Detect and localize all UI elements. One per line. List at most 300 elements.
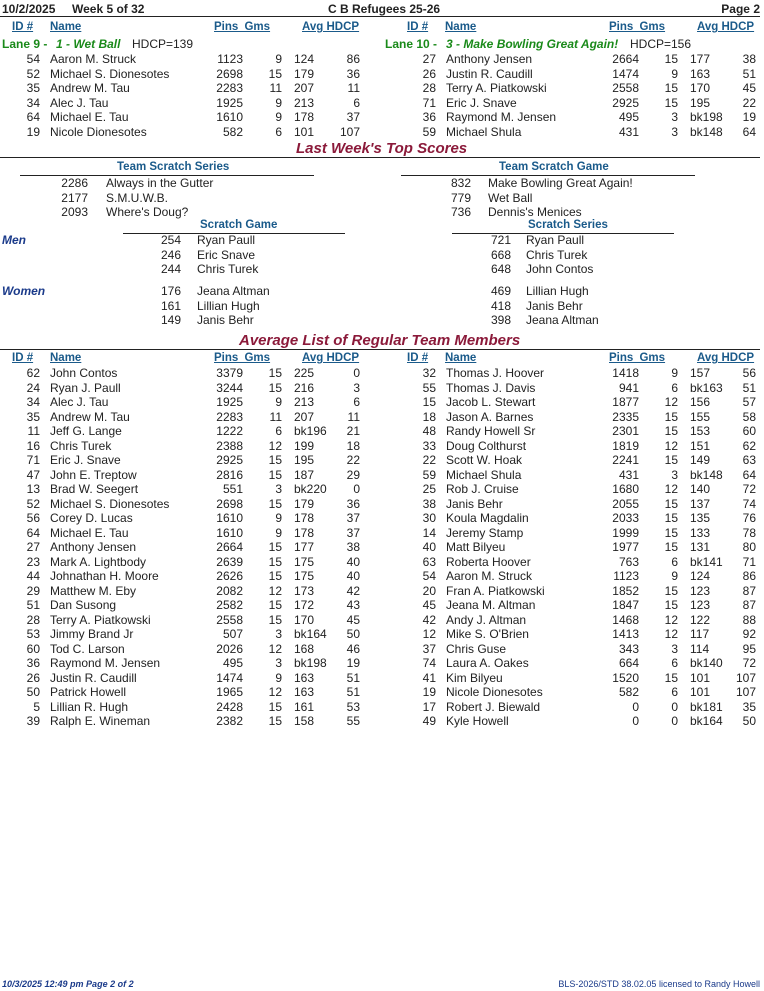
scratch-series-title: Scratch Series <box>528 219 608 231</box>
women-game-score: 149 <box>160 313 181 327</box>
lane9-row <box>0 110 380 125</box>
bowler-id: 32 <box>422 366 436 380</box>
bowler-pins: 2283 <box>216 81 243 95</box>
bowler-avg: 149 <box>690 453 711 467</box>
bowler-games: 15 <box>268 554 282 569</box>
bowler-pins: 2388 <box>216 438 243 453</box>
header-id-right: ID # <box>407 21 429 33</box>
bowler-name: Koula Magdalin <box>446 511 529 525</box>
women-game-name: Jeana Altman <box>197 284 270 298</box>
bowler-avg: 156 <box>690 395 711 409</box>
lane9-team: 1 - Wet Ball <box>56 37 121 51</box>
bowler-games: 15 <box>664 583 678 598</box>
bowler-avg: bk164 <box>294 627 327 641</box>
bowler-id: 62 <box>26 366 40 380</box>
bowler-pins: 2664 <box>216 540 243 554</box>
bowler-id: 41 <box>422 670 436 685</box>
bowler-pins: 1999 <box>612 525 639 540</box>
bowler-name: Kyle Howell <box>446 714 509 728</box>
avg-right-row <box>396 381 764 396</box>
avg-right-row <box>396 526 764 541</box>
bowler-hdcp: 107 <box>339 124 360 139</box>
bowler-hdcp: 64 <box>742 467 756 482</box>
bowler-name: Alec J. Tau <box>50 395 109 409</box>
lane10-row <box>396 81 764 96</box>
avg-left-row <box>0 424 380 439</box>
bowler-hdcp: 51 <box>742 380 756 395</box>
bowler-games: 9 <box>275 95 282 110</box>
bowler-games: 15 <box>268 569 282 583</box>
lane10-row <box>396 52 764 67</box>
bowler-id: 24 <box>26 380 40 395</box>
bowler-id: 60 <box>26 641 40 656</box>
bowler-avg: 178 <box>294 511 315 525</box>
avg-right-row <box>396 395 764 410</box>
bowler-id: 39 <box>26 714 40 728</box>
bowler-id: 20 <box>422 583 436 598</box>
bowler-pins: 1852 <box>612 583 639 598</box>
header-name-left: Name <box>50 352 82 364</box>
avg-right-row <box>396 511 764 526</box>
bowler-avg: bk198 <box>294 656 327 670</box>
bowler-id: 59 <box>422 467 436 482</box>
bowler-avg: 122 <box>690 612 711 627</box>
men-game-score: 244 <box>160 262 181 276</box>
bowler-avg: 101 <box>690 670 711 685</box>
bowler-avg: 199 <box>294 438 315 453</box>
bowler-name: Andrew M. Tau <box>50 81 130 95</box>
bowler-pins: 2055 <box>612 496 639 511</box>
men-label: Men <box>2 233 26 247</box>
lane10-label: Lane 10 - <box>385 37 438 51</box>
women-label: Women <box>2 284 46 298</box>
bowler-id: 38 <box>422 496 436 511</box>
top-rule <box>0 16 760 17</box>
bowler-avg: 161 <box>294 699 315 714</box>
bowler-games: 15 <box>664 670 678 685</box>
bowler-hdcp: 86 <box>346 52 360 66</box>
avg-left-row <box>0 366 380 381</box>
avg-left-row <box>0 453 380 468</box>
team-game-name: Dennis's Menices <box>488 205 582 219</box>
avg-left-row <box>0 555 380 570</box>
bowler-games: 15 <box>268 453 282 467</box>
bowler-pins: 2925 <box>612 95 639 110</box>
bowler-name: Michael Shula <box>446 467 522 482</box>
bowler-pins: 1413 <box>612 627 639 641</box>
bowler-pins: 1977 <box>612 540 639 554</box>
lane9-row <box>0 81 380 96</box>
bowler-pins: 2033 <box>612 511 639 525</box>
header-id-left: ID # <box>12 352 34 364</box>
bowler-games: 15 <box>268 66 282 81</box>
avg-right-row <box>396 366 764 381</box>
bowler-hdcp: 21 <box>346 424 360 438</box>
bowler-id: 54 <box>422 569 436 583</box>
bowler-name: Lillian R. Hugh <box>50 699 129 714</box>
bowler-hdcp: 63 <box>742 453 756 467</box>
bowler-name: John Contos <box>50 366 118 380</box>
bowler-pins: 551 <box>222 482 243 496</box>
bowler-id: 14 <box>422 525 436 540</box>
bowler-games: 12 <box>268 685 282 699</box>
bowler-avg: 213 <box>294 95 315 110</box>
bowler-games: 6 <box>671 685 678 699</box>
bowler-avg: 114 <box>690 641 710 656</box>
bowler-name: Corey D. Lucas <box>50 511 133 525</box>
bowler-name: Chris Turek <box>50 438 112 453</box>
bowler-id: 28 <box>26 612 40 627</box>
bowler-pins: 1680 <box>612 482 639 496</box>
women-game-score: 176 <box>160 284 181 298</box>
bowler-games: 15 <box>664 525 678 540</box>
section-rule <box>0 157 760 158</box>
bowler-name: Michael S. Dionesotes <box>50 66 170 81</box>
bowler-id: 63 <box>422 554 436 569</box>
bowler-avg: 179 <box>294 496 315 511</box>
bowler-hdcp: 38 <box>346 540 360 554</box>
avg-left-row <box>0 642 380 657</box>
bowler-avg: bk198 <box>690 110 723 124</box>
men-game-name: Ryan Paull <box>197 233 256 247</box>
bowler-games: 15 <box>664 81 678 95</box>
bowler-pins: 2698 <box>216 496 243 511</box>
bowler-pins: 2558 <box>216 612 243 627</box>
bowler-id: 17 <box>422 699 436 714</box>
avg-left-row <box>0 598 380 613</box>
bowler-pins: 2301 <box>612 424 639 438</box>
bowler-hdcp: 51 <box>742 66 756 81</box>
bowler-hdcp: 37 <box>346 511 360 525</box>
header-id-right: ID # <box>407 352 429 364</box>
lane10-team: 3 - Make Bowling Great Again! <box>446 37 619 51</box>
bowler-name: Aaron M. Struck <box>446 569 533 583</box>
bowler-avg: 177 <box>294 540 315 554</box>
bowler-avg: 153 <box>690 424 711 438</box>
bowler-id: 40 <box>422 540 436 554</box>
bowler-avg: 213 <box>294 395 315 409</box>
bowler-avg: 124 <box>294 52 315 66</box>
men-series-name: Ryan Paull <box>526 233 585 247</box>
bowler-name: Anthony Jensen <box>50 540 137 554</box>
bowler-name: Brad W. Seegert <box>50 482 139 496</box>
lane10-row <box>396 96 764 111</box>
bowler-avg: 170 <box>690 81 711 95</box>
avg-left-row <box>0 381 380 396</box>
avg-right-row <box>396 613 764 628</box>
women-series-name: Lillian Hugh <box>526 284 589 298</box>
bowler-id: 55 <box>422 380 436 395</box>
bowler-id: 26 <box>26 670 40 685</box>
bowler-avg: 151 <box>690 438 711 453</box>
bowler-hdcp: 11 <box>347 81 360 95</box>
bowler-pins: 582 <box>618 685 639 699</box>
bowler-avg: bk163 <box>690 380 723 395</box>
bowler-hdcp: 64 <box>742 124 756 139</box>
bowler-id: 48 <box>422 424 436 438</box>
women-game-name: Janis Behr <box>197 313 254 327</box>
avg-left-row <box>0 410 380 425</box>
team-game-name: Make Bowling Great Again! <box>488 176 633 190</box>
avg-left-row <box>0 656 380 671</box>
league-name: C B Refugees 25-26 <box>328 2 441 16</box>
avg-right-row <box>396 627 764 642</box>
bowler-hdcp: 92 <box>742 627 756 641</box>
bowler-games: 15 <box>664 95 678 110</box>
bowler-name: Jeana M. Altman <box>446 598 536 612</box>
bowler-id: 29 <box>26 583 40 598</box>
bowler-games: 6 <box>275 424 282 438</box>
avg-right-row <box>396 453 764 468</box>
bowler-name: Matt Bilyeu <box>446 540 506 554</box>
bowler-hdcp: 45 <box>346 612 360 627</box>
bowler-name: Ryan J. Paull <box>50 380 121 395</box>
bowler-hdcp: 107 <box>735 670 756 685</box>
bowler-games: 15 <box>268 366 282 380</box>
bowler-hdcp: 37 <box>346 110 360 124</box>
bowler-hdcp: 3 <box>353 380 360 395</box>
bowler-hdcp: 40 <box>346 554 360 569</box>
bowler-games: 3 <box>671 110 678 124</box>
header-avg-left: Avg HDCP <box>302 21 360 33</box>
bowler-games: 15 <box>268 496 282 511</box>
bowler-games: 12 <box>664 482 678 496</box>
bowler-id: 52 <box>26 496 40 511</box>
bowler-hdcp: 38 <box>742 52 756 66</box>
bowler-id: 30 <box>422 511 436 525</box>
avg-left-row <box>0 700 380 715</box>
bowler-name: Thomas J. Davis <box>446 380 536 395</box>
bowler-pins: 941 <box>618 380 639 395</box>
bowler-id: 28 <box>422 81 436 95</box>
bowler-id: 26 <box>422 66 436 81</box>
report-date: 10/2/2025 <box>2 2 56 16</box>
bowler-hdcp: 87 <box>742 583 756 598</box>
footer-right: BLS-2026/STD 38.02.05 licensed to Randy Howell <box>558 979 760 989</box>
bowler-avg: bk164 <box>690 714 723 728</box>
team-game-score: 736 <box>450 205 471 219</box>
bowler-pins: 582 <box>222 124 243 139</box>
bowler-pins: 1925 <box>216 395 243 409</box>
bowler-hdcp: 6 <box>353 95 360 110</box>
bowler-name: Doug Colthurst <box>446 438 527 453</box>
bowler-hdcp: 19 <box>742 110 756 124</box>
bowler-pins: 1819 <box>612 438 639 453</box>
avg-right-row <box>396 569 764 584</box>
bowler-name: Laura A. Oakes <box>446 656 529 670</box>
bowler-avg: 163 <box>690 66 711 81</box>
bowler-name: Janis Behr <box>446 496 503 511</box>
team-game-score: 779 <box>450 190 471 205</box>
bowler-id: 13 <box>26 482 40 496</box>
avg-list-title: Average List of Regular Team Members <box>239 332 521 349</box>
header-name-left: Name <box>50 21 82 33</box>
bowler-pins: 1610 <box>216 525 243 540</box>
bowler-pins: 2382 <box>216 714 243 728</box>
bowler-id: 49 <box>422 714 436 728</box>
bowler-avg: 135 <box>690 511 711 525</box>
bowler-id: 54 <box>26 52 40 66</box>
avg-left-row <box>0 714 380 729</box>
bowler-pins: 431 <box>618 467 639 482</box>
bowler-hdcp: 71 <box>742 554 756 569</box>
bowler-games: 15 <box>664 540 678 554</box>
bowler-name: Thomas J. Hoover <box>446 366 545 380</box>
bowler-avg: 195 <box>690 95 711 110</box>
bowler-hdcp: 51 <box>346 685 360 699</box>
bowler-games: 0 <box>671 714 678 728</box>
bowler-games: 12 <box>664 438 678 453</box>
bowler-avg: 207 <box>294 409 315 424</box>
bowler-games: 12 <box>268 641 282 656</box>
bowler-id: 36 <box>26 656 40 670</box>
avg-right-row <box>396 671 764 686</box>
bowler-pins: 1610 <box>216 110 243 124</box>
bowler-games: 15 <box>268 699 282 714</box>
bowler-name: Robert J. Biewald <box>446 699 541 714</box>
bowler-hdcp: 50 <box>346 627 360 641</box>
avg-left-row <box>0 468 380 483</box>
team-series-name: Always in the Gutter <box>106 176 214 190</box>
bowler-pins: 507 <box>222 627 243 641</box>
avg-right-row <box>396 598 764 613</box>
lane10-row <box>396 67 764 82</box>
bowler-avg: 163 <box>294 685 315 699</box>
bowler-avg: bk181 <box>690 699 723 714</box>
bowler-name: Alec J. Tau <box>50 95 109 110</box>
bowler-games: 15 <box>664 496 678 511</box>
lane10-row <box>396 125 764 140</box>
header-pins-left: Pins Gms <box>214 21 271 33</box>
bowler-avg: bk148 <box>690 124 723 139</box>
avg-left-row <box>0 540 380 555</box>
bowler-hdcp: 80 <box>742 540 756 554</box>
header-pins-right: Pins Gms <box>609 352 666 364</box>
bowler-hdcp: 29 <box>346 467 360 482</box>
bowler-hdcp: 42 <box>346 583 360 598</box>
bowler-pins: 2283 <box>216 409 243 424</box>
bowler-avg: 137 <box>690 496 711 511</box>
bowler-avg: 195 <box>294 453 315 467</box>
bowler-hdcp: 36 <box>346 66 360 81</box>
bowler-id: 34 <box>26 395 40 409</box>
avg-left-row <box>0 584 380 599</box>
women-series-score: 418 <box>490 298 511 313</box>
header-name-right: Name <box>445 21 477 33</box>
bowler-name: John E. Treptow <box>50 467 137 482</box>
bowler-name: Terry A. Piatkowski <box>50 612 151 627</box>
bowler-hdcp: 76 <box>742 511 756 525</box>
bowler-avg: bk196 <box>294 424 327 438</box>
team-series-score: 2177 <box>61 190 88 205</box>
bowler-pins: 2241 <box>612 453 639 467</box>
bowler-pins: 2816 <box>216 467 243 482</box>
bowler-hdcp: 40 <box>346 569 360 583</box>
bowler-games: 15 <box>268 380 282 395</box>
bowler-games: 15 <box>664 409 678 424</box>
header-avg-right: Avg HDCP <box>697 352 755 364</box>
women-game-score: 161 <box>160 298 181 313</box>
bowler-id: 36 <box>422 110 436 124</box>
bowler-avg: 173 <box>294 583 315 598</box>
bowler-avg: 101 <box>690 685 711 699</box>
bowler-games: 11 <box>269 409 282 424</box>
bowler-games: 6 <box>275 124 282 139</box>
avg-left-row <box>0 613 380 628</box>
bowler-games: 9 <box>671 66 678 81</box>
lane9-row <box>0 96 380 111</box>
women-series-score: 469 <box>490 284 511 298</box>
bowler-name: Patrick Howell <box>50 685 127 699</box>
bowler-id: 50 <box>26 685 40 699</box>
bowler-avg: 140 <box>690 482 711 496</box>
bowler-games: 11 <box>269 81 282 95</box>
bowler-pins: 0 <box>632 714 639 728</box>
bowler-games: 3 <box>275 656 282 670</box>
bowler-id: 5 <box>33 699 40 714</box>
bowler-hdcp: 88 <box>742 612 756 627</box>
bowler-name: Eric J. Snave <box>446 95 517 110</box>
bowler-id: 27 <box>26 540 40 554</box>
bowler-avg: 175 <box>294 554 315 569</box>
bowler-hdcp: 72 <box>742 656 756 670</box>
bowler-hdcp: 60 <box>742 424 756 438</box>
bowler-pins: 2428 <box>216 699 243 714</box>
bowler-games: 15 <box>268 467 282 482</box>
bowler-games: 15 <box>268 612 282 627</box>
bowler-id: 27 <box>422 52 436 66</box>
bowler-pins: 2335 <box>612 409 639 424</box>
bowler-pins: 2664 <box>612 52 639 66</box>
bowler-avg: 216 <box>294 380 315 395</box>
avg-right-row <box>396 497 764 512</box>
bowler-pins: 2082 <box>216 583 243 598</box>
bowler-games: 9 <box>275 52 282 66</box>
bowler-avg: bk220 <box>294 482 327 496</box>
bowler-id: 11 <box>27 424 40 438</box>
bowler-avg: bk140 <box>690 656 723 670</box>
avg-left-row <box>0 497 380 512</box>
bowler-avg: 178 <box>294 525 315 540</box>
bowler-games: 9 <box>275 110 282 124</box>
bowler-games: 15 <box>664 511 678 525</box>
bowler-id: 22 <box>422 453 436 467</box>
bowler-id: 45 <box>422 598 436 612</box>
bowler-pins: 1847 <box>612 598 639 612</box>
team-series-score: 2093 <box>61 205 88 219</box>
men-game-name: Chris Turek <box>197 262 259 276</box>
bowler-name: Scott W. Hoak <box>446 453 523 467</box>
bowler-hdcp: 56 <box>742 366 756 380</box>
bowler-games: 9 <box>275 525 282 540</box>
team-series-score: 2286 <box>61 176 88 190</box>
avg-left-row <box>0 671 380 686</box>
lane9-row <box>0 67 380 82</box>
lane9-row <box>0 52 380 67</box>
men-series-score: 721 <box>490 233 511 247</box>
bowler-name: Dan Susong <box>50 598 117 612</box>
scratch-game-title: Scratch Game <box>200 219 278 231</box>
bowler-avg: 225 <box>294 366 315 380</box>
bowler-pins: 2582 <box>216 598 243 612</box>
men-series-score: 648 <box>490 262 511 276</box>
bowler-avg: 175 <box>294 569 315 583</box>
bowler-pins: 1468 <box>612 612 639 627</box>
bowler-name: Andy J. Altman <box>446 612 527 627</box>
team-series-title: Team Scratch Series <box>117 161 230 173</box>
bowler-hdcp: 18 <box>346 438 360 453</box>
bowler-hdcp: 51 <box>346 670 360 685</box>
